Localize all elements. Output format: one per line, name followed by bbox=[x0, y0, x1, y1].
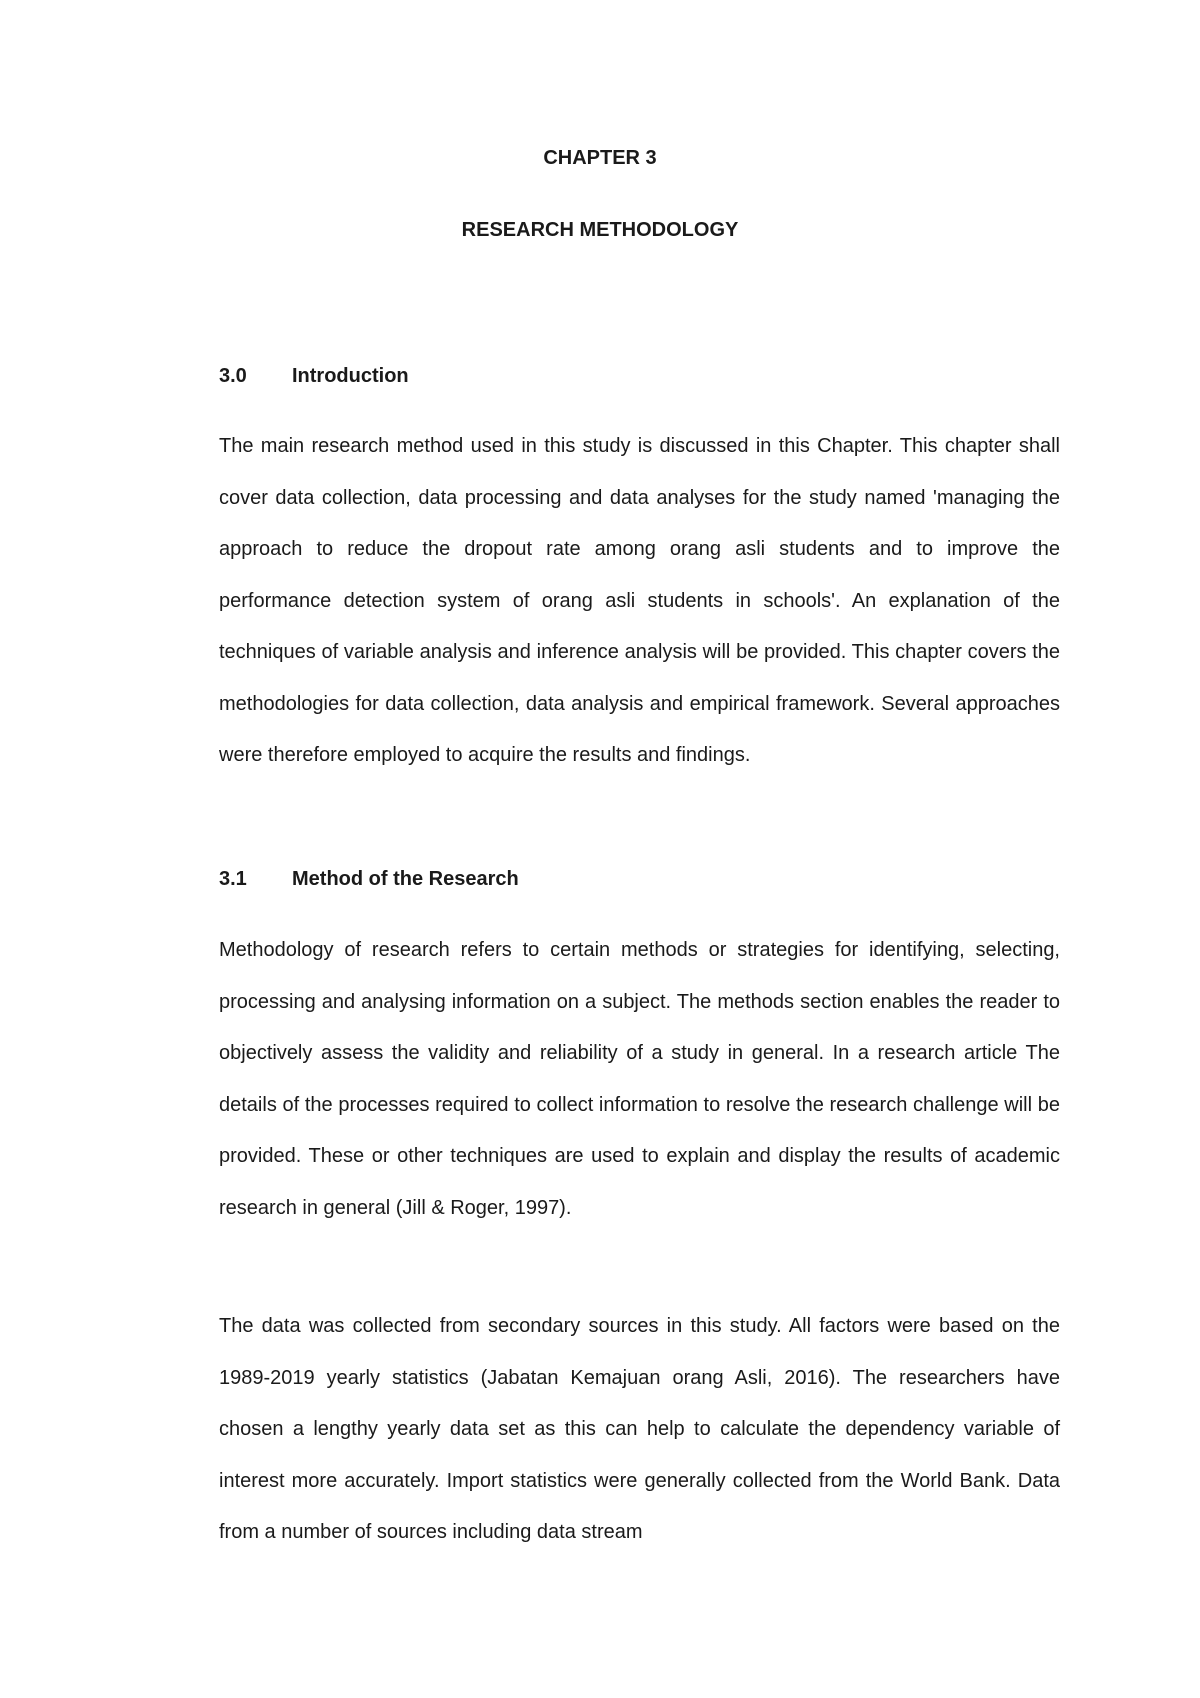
paragraph-method-2: The data was collected from secondary sources in this study. All factors were based on the 1989-2019 yearly statistics (Jabatan Kemajuan orang Asli, 2016). The researchers have chosen a lengthy yearly data set as this can help to calculate the dependency variable of interest more accurately. Import statistics were generally collected from the World Bank. Data from a number of sources including data stream bbox=[219, 1315, 1060, 1543]
section-title: Method of the Research bbox=[292, 868, 519, 890]
chapter-title: RESEARCH METHODOLOGY bbox=[461, 219, 739, 241]
chapter-number: CHAPTER 3 bbox=[543, 147, 657, 169]
paragraph-introduction: The main research method used in this study is discussed in this Chapter. This chapter shall cover data collection, data processing and data analyses for the study named 'managing the approach to reduce the dropout rate among orang asli students and to improve the performance detection system of orang asli students in schools'. An explanation of the techniques of variable analysis and inference analysis will be provided. This chapter covers the methodologies for data collection, data analysis and empirical framework. Several approaches were therefore employed to acquire the results and findings. bbox=[219, 435, 1060, 766]
paragraph-method-1: Methodology of research refers to certain methods or strategies for identifying, selecting, processing and analysing information on a subject. The methods section enables the reader to objectively assess the validity and reliability of a study in general. In a research article The details of the processes required to collect information to resolve the research challenge will be provided. These or other techniques are used to explain and display the results of academic research in general (Jill & Roger, 1997). bbox=[219, 939, 1060, 1219]
section-number: 3.1 bbox=[219, 868, 247, 890]
section-number: 3.0 bbox=[219, 365, 247, 387]
section-title: Introduction bbox=[292, 365, 409, 387]
section-heading-3-1 bbox=[219, 867, 519, 891]
section-heading-3-0 bbox=[219, 364, 409, 388]
